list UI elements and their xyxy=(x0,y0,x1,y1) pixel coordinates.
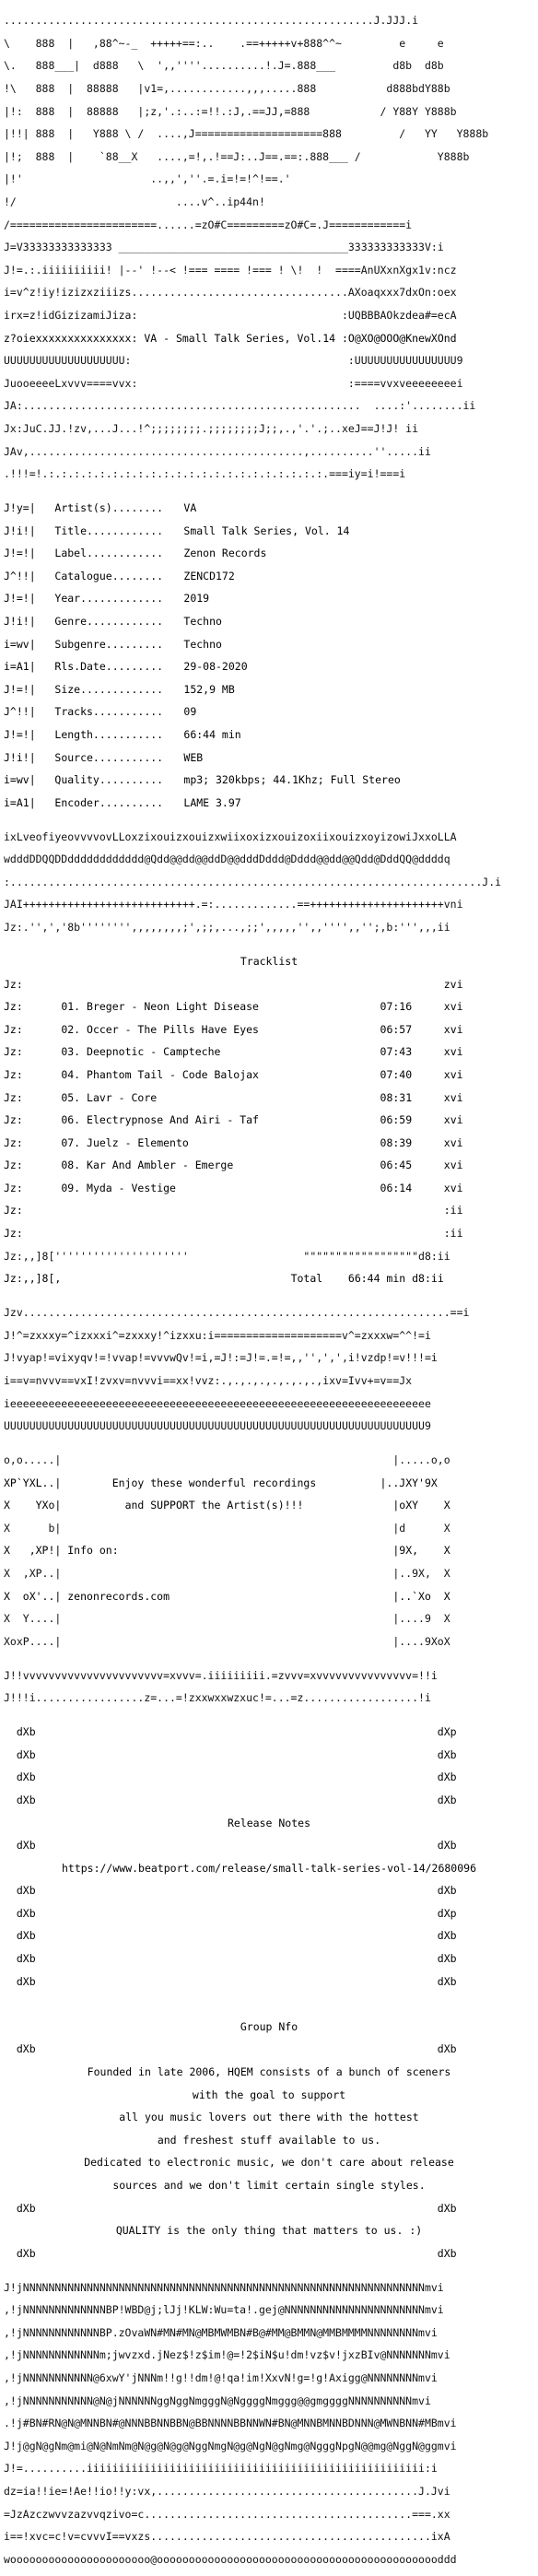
info-row: J!=!| Label............ Zenon Records xyxy=(4,547,267,560)
ascii-art-line: Jz:,,]8[''''''''''''''''''''' """"""""""""""""""d8:ii xyxy=(4,1249,450,1263)
info-value: VA xyxy=(183,501,197,515)
support-site: X oX'..| zenonrecords.com |..`Xo X xyxy=(4,1589,450,1603)
track-title: Phantom Tail - Code Balojax xyxy=(87,1067,259,1081)
ascii-art-line: \ 888 | ,88^~-_ +++++==:.. .==+++++v+888^^~ e e xyxy=(4,36,444,50)
info-value: Zenon Records xyxy=(183,547,267,560)
tracklist-heading: Tracklist xyxy=(240,954,298,968)
ascii-art-line: X ,XP..| |..9X, X xyxy=(4,1566,450,1580)
info-row: J!i!| Source........... WEB xyxy=(4,750,204,764)
dxb-line: dXb dXb xyxy=(4,1952,457,1966)
ascii-art-line: JA:..................................................... ....:'........ii xyxy=(4,399,476,413)
track-row: Jz: 04. Phantom Tail - Code Balojax 07:40 xvi xyxy=(4,1067,463,1081)
info-value: 2019 xyxy=(183,592,210,606)
ascii-art-line: ,!jNNNNNNNNNNN@N@jNNNNNNggNggNmgggN@NggggNmggg@@gmggggNNNNNNNNNNmvi xyxy=(4,2394,431,2407)
ascii-art-line: J!^=zxxxy=^izxxxi^=zxxxy!^izxxu:i====================v^=zxxxw=^^!=i xyxy=(4,1328,431,1342)
ascii-art-line: Jx:JuC.JJ.!zv,...J...!^;;;;;;;;.;;;;;;;;J;;,.,'.'.;..xeJ==J!J! ii xyxy=(4,421,419,435)
dxb-line: dXb dXb xyxy=(4,1974,457,1988)
track-row: Jz: 08. Kar And Ambler - Emerge 06:45 xvi xyxy=(4,1159,463,1172)
total-value: 66:44 min xyxy=(347,1272,406,1286)
site-link[interactable]: zenonrecords.com xyxy=(67,1589,170,1603)
support-line-1: Enjoy these wonderful recordings xyxy=(111,1476,317,1489)
track-number: 05. xyxy=(61,1090,81,1104)
info-key: Genre............ xyxy=(54,615,170,629)
spacer: Jz: zvi xyxy=(4,977,463,991)
info-value: 29-08-2020 xyxy=(183,660,248,674)
track-time: 06:14 xyxy=(380,1181,413,1194)
ascii-art-line: !/ ....v^..ip44n! xyxy=(4,195,265,209)
ascii-art-line: JAI+++++++++++++++++++++++++++.=:.............==+++++++++++++++++++++vni xyxy=(4,898,463,912)
support-box xyxy=(4,1443,534,1659)
ascii-art-line: J=V33333333333333 ____________________________________333333333333V:i xyxy=(4,241,444,254)
track-time: 08:31 xyxy=(380,1090,413,1104)
track-number: 08. xyxy=(61,1159,81,1172)
group-nfo-heading: Group Nfo xyxy=(240,2019,298,2033)
ascii-art-line: i=v^z!iy!izizxziiizs..................................AXoaqxxx7dxOn:oex xyxy=(4,286,457,300)
info-value: WEB xyxy=(183,750,204,764)
track-time: 07:43 xyxy=(380,1045,413,1059)
group-nfo-line: and freshest stuff available to us. xyxy=(157,2133,381,2147)
track-row: Jz: 02. Occer - The Pills Have Eyes 06:57 xvi xyxy=(4,1022,463,1036)
group-nfo-line: all you music lovers out there with the hottest xyxy=(119,2111,419,2124)
ascii-art-line: ieeeeeeeeeeeeeeeeeeeeeeeeeeeeeeeeeeeeeeeeeeeeeeeeeeeeeeeeeeeeeeeeee xyxy=(4,1396,431,1410)
info-label: Info on: xyxy=(67,1544,119,1558)
info-row: i=wv| Quality.......... mp3; 320kbps; 44.1Khz; Full Stereo xyxy=(4,773,401,787)
group-nfo-line: sources and we don't limit certain single styles. xyxy=(112,2179,426,2192)
ascii-art-line: ,!jNNNNNNNNNNNNBP.zOvaWN#MN#MN@MBMWMBN#B@#MM@BMMN@MMBMMMMNNNNNNNNmvi xyxy=(4,2325,438,2339)
info-key: Encoder.......... xyxy=(54,795,170,809)
info-row: J!y=| Artist(s)........ VA xyxy=(4,501,197,515)
ascii-art-line: ,!jNNNNNNNNNNNNm;jwvzxd.jNez$!z$im!@=!2$iN$u!dm!vz$v!jxzBIv@NNNNNNNmvi xyxy=(4,2348,450,2362)
info-row: i=A1| Encoder.......... LAME 3.97 xyxy=(4,795,241,809)
info-row: J!=!| Length........... 66:44 min xyxy=(4,728,241,741)
track-number: 04. xyxy=(61,1067,81,1081)
info-key: Source........... xyxy=(54,750,170,764)
dxb-line: dXb dXb xyxy=(4,1839,457,1853)
track-title: Electrypnose And Airi - Taf xyxy=(87,1113,259,1127)
track-number: 01. xyxy=(61,1000,81,1014)
info-key: Rls.Date......... xyxy=(54,660,170,674)
dxb-line: dXb dXb xyxy=(4,1884,457,1898)
ascii-art-line: ,!jNNNNNNNNNNNNNBP!WBD@j;lJj!KLW:Wu=ta!.gej@NNNNNNNNNNNNNNNNNNNNNNmvi xyxy=(4,2303,444,2317)
banner-title: VA - Small Talk Series, Vol.14 xyxy=(144,331,336,345)
ascii-art-line: ixLveofiyeovvvvovLLoxzixouizxouizxwiixoxizxouizoxiixouizxoyizowiJxxoLLA xyxy=(4,829,457,843)
track-number: 09. xyxy=(61,1181,81,1194)
support-line: XP`YXL..| Enjoy these wonderful recordings |..JXY'9X xyxy=(4,1476,438,1489)
info-value: Techno xyxy=(183,615,222,629)
group-nfo xyxy=(4,2010,534,2271)
ascii-art-line: Jz:.'',','8b'''''''',,,,,,,,;',;;,...,;;',,,,,'',,'''',,'';,b:''',,,ii xyxy=(4,921,450,935)
track-time: 08:39 xyxy=(380,1135,413,1149)
ascii-art-line: wdddDDQQDDdddddddddddd@Qdd@@dd@@ddD@@dddDddd@Dddd@@dd@@Qdd@DddQQ@ddddq xyxy=(4,853,450,866)
info-row: J^!!| Catalogue........ ZENCD172 xyxy=(4,569,235,582)
ascii-art-line: X Y....| |....9 X xyxy=(4,1612,450,1626)
track-number: 06. xyxy=(61,1113,81,1127)
dxb-line: dXb dXb xyxy=(4,1747,457,1761)
ascii-art-line: :..........................................................................J.i xyxy=(4,875,502,888)
info-row: J!i!| Genre............ Techno xyxy=(4,615,222,629)
info-key: Artist(s)........ xyxy=(54,501,170,515)
ascii-art-line: X b| |d X xyxy=(4,1521,450,1535)
total-label: Total xyxy=(290,1272,323,1286)
info-value: Small Talk Series, Vol. 14 xyxy=(183,523,350,537)
ascii-art-line: |!' ..,,',''.=.i=!=!^!==.' xyxy=(4,172,291,186)
spacer: Jz: :ii xyxy=(4,1204,463,1217)
info-value: Techno xyxy=(183,637,222,651)
info-row: J!=!| Size............. 152,9 MB xyxy=(4,682,235,696)
release-notes-heading: Release Notes xyxy=(227,1816,310,1829)
track-number: 07. xyxy=(61,1135,81,1149)
group-nfo-line: Dedicated to electronic music, we don't care about release xyxy=(84,2156,454,2170)
track-title: Occer - The Pills Have Eyes xyxy=(87,1022,259,1036)
dxb-line: dXb dXb xyxy=(4,2246,457,2260)
ascii-art-line: =JzAzczwvvzazvvqzivo=c..........................................===.xx xyxy=(4,2507,450,2521)
dxb-line: dXb dXb xyxy=(4,2042,457,2056)
ascii-art-line: |!: 888 | 88888 |;z,'.:..:=!!.:J,.==JJ,=888 / Y88Y Y888b xyxy=(4,104,457,118)
track-row: Jz: 06. Electrypnose And Airi - Taf 06:59 xvi xyxy=(4,1113,463,1127)
ascii-art-line: .!!!=!.:.:.:.:.:.:.:.:.:.:.:.:.:.:.:.:.:.:.:.:.:.:.===iy=i!===i xyxy=(4,467,406,481)
nfo-document xyxy=(4,4,534,2576)
ascii-art-line: o,o.....| |.....o,o xyxy=(4,1453,450,1466)
ascii-art-line: dz=ia!!ie=!Ae!!io!!y:vx,.........................................J.Jvi xyxy=(4,2485,450,2499)
ascii-art-line: UUUUUUUUUUUUUUUUUUU: :UUUUUUUUUUUUUUUU9 xyxy=(4,354,463,368)
ascii-art-line: i==v=nvvv==vxI!zvxv=nvvvi==xx!vvz:.,.,.,.,.,.,.,.,ixv=Ivv+=v==Jx xyxy=(4,1373,413,1387)
info-row: J!=!| Year............. 2019 xyxy=(4,592,210,606)
info-value: ZENCD172 xyxy=(183,569,235,582)
track-time: 07:40 xyxy=(380,1067,413,1081)
ascii-art-line: Jzv...................................................................==i xyxy=(4,1306,470,1320)
track-title: Lavr - Core xyxy=(87,1090,158,1104)
info-value: 152,9 MB xyxy=(183,682,235,696)
dxb-line: dXb dXb xyxy=(4,1929,457,1943)
ascii-art-line: J!=.:.iiiiiiiiii! |--' !--< !=== ==== !=== ! \! ! ====AnUXxnXgx1v:ncz xyxy=(4,263,457,276)
ascii-art-line: JuooeeeeLxvvv====vvx: :====vvxveeeeeeeei xyxy=(4,376,463,390)
track-time: 07:16 xyxy=(380,1000,413,1014)
track-number: 02. xyxy=(61,1022,81,1036)
dxb-line: dXb dXb xyxy=(4,2201,457,2215)
group-nfo-line: with the goal to support xyxy=(192,2088,346,2101)
info-key: Quality.......... xyxy=(54,773,170,787)
info-key: Length........... xyxy=(54,728,170,741)
info-value: 09 xyxy=(183,705,197,719)
spacer: Jz: :ii xyxy=(4,1227,463,1241)
ascii-art-line: JAv,...........................................,..........''.....ii xyxy=(4,444,431,458)
ascii-art-line: |!; 888 | `88__X ....,=!,.!==J:..J==.==:.888___ / Y888b xyxy=(4,149,470,163)
track-title: Juelz - Elemento xyxy=(87,1135,189,1149)
info-key: Size............. xyxy=(54,682,170,696)
info-row: J^!!| Tracks........... 09 xyxy=(4,705,197,719)
ascii-art-line: |!!| 888 | Y888 \ / ....,J====================888 / YY Y888b xyxy=(4,127,489,141)
group-nfo-line: QUALITY is the only thing that matters to us. :) xyxy=(115,2224,423,2238)
ascii-art-line: UUUUUUUUUUUUUUUUUUUUUUUUUUUUUUUUUUUUUUUUUUUUUUUUUUUUUUUUUUUUUUUUUU9 xyxy=(4,1419,431,1433)
info-value: 66:44 min xyxy=(183,728,241,741)
ascii-art-line: J!j@gN@gNm@mi@N@NmNm@N@g@N@g@NggNmgN@g@NgN@gNmg@NgggNpgN@@mg@NggN@ggmvi xyxy=(4,2439,457,2452)
info-row: i=A1| Rls.Date......... 29-08-2020 xyxy=(4,660,248,674)
info-key: Label............ xyxy=(54,547,170,560)
track-title: Breger - Neon Light Disease xyxy=(87,1000,259,1014)
ascii-art-line: J!jNNNNNNNNNNNNNNNNNNNNNNNNNNNNNNNNNNNNNNNNNNNNNNNNNNNNNNNNNNNNNNNmvi xyxy=(4,2280,444,2294)
info-key: Title............ xyxy=(54,523,170,537)
dxb-line: dXb dXp xyxy=(4,1725,457,1739)
ascii-art-line: !\ 888 | 88888 |v1=,............,,,.....888 d888bdY88b xyxy=(4,82,450,96)
info-row: i=wv| Subgenre......... Techno xyxy=(4,637,222,651)
dxb-line: dXb dXp xyxy=(4,1906,457,1920)
release-info xyxy=(4,491,534,820)
track-row: Jz: 09. Myda - Vestige 06:14 xvi xyxy=(4,1181,463,1194)
ascii-art-line: \. 888___| d888 \ ',,''''..........!.J=.888___ d8b d8b xyxy=(4,59,444,73)
release-notes xyxy=(4,1715,534,1998)
track-title: Myda - Vestige xyxy=(87,1181,176,1194)
ascii-art-line: i==!xvc=c!v=cvvvI==vxzs............................................ixA xyxy=(4,2530,450,2544)
dxb-line: dXb dXb xyxy=(4,1793,457,1806)
ascii-art-line: J!!vvvvvvvvvvvvvvvvvvvvvv=xvvv=.iiiiiiiii.=zvvv=xvvvvvvvvvvvvvvv=!!i xyxy=(4,1668,438,1682)
support-line: X YXo| and SUPPORT the Artist(s)!!! |oXY X xyxy=(4,1499,450,1512)
track-title: Deepnotic - Campteche xyxy=(87,1045,221,1059)
info-value: mp3; 320kbps; 44.1Khz; Full Stereo xyxy=(183,773,401,787)
tracklist-total: Jz:,,]8[, Total 66:44 min d8:ii xyxy=(4,1272,444,1286)
group-nfo-line: Founded in late 2006, HQEM consists of a bunch of sceners xyxy=(87,2065,451,2079)
track-time: 06:57 xyxy=(380,1022,413,1036)
info-row: J!i!| Title............ Small Talk Series, Vol. 14 xyxy=(4,523,350,537)
ascii-art-line: .!j#BN#RN@N@MNNBN#@NNNBBNNBBN@BBNNNNBBNNWN#BN@MNNBMNNBDNNN@MWNBNN#MBmvi xyxy=(4,2417,457,2430)
dxb-line: dXb dXb xyxy=(4,1770,457,1784)
info-key: Subgenre......... xyxy=(54,637,170,651)
info-value: LAME 3.97 xyxy=(183,795,241,809)
ascii-art-line: J!!!i.................z=...=!zxxwxxwzxuc!=...=z..................!i xyxy=(4,1691,431,1705)
ascii-art-line: irx=z!idGizizamiJiza: :UQBBBAOkzdea#=ecA xyxy=(4,309,457,323)
ascii-art-line: J!=..........iiiiiiiiiiiiiiiiiiiiiiiiiiiiiiiiiiiiiiiiiiiiiiiiiiiii:i xyxy=(4,2462,438,2476)
track-row: Jz: 01. Breger - Neon Light Disease 07:16 xvi xyxy=(4,1000,463,1014)
ascii-art-line: XoxP....| |....9XoX xyxy=(4,1634,450,1648)
track-row: Jz: 03. Deepnotic - Campteche 07:43 xvi xyxy=(4,1045,463,1059)
support-line-2: and SUPPORT the Artist(s)!!! xyxy=(124,1499,304,1512)
track-title: Kar And Ambler - Emerge xyxy=(87,1159,234,1172)
banner-title-line: z?oiexxxxxxxxxxxxxxx: VA - Small Talk Series, Vol.14 :O@XO@OOO@KnewXOnd xyxy=(4,331,457,345)
track-row: Jz: 07. Juelz - Elemento 08:39 xvi xyxy=(4,1135,463,1149)
info-key: Year............. xyxy=(54,592,170,606)
info-key: Catalogue........ xyxy=(54,569,170,582)
ascii-art-line: ..........................................................J.JJJ.i xyxy=(4,14,419,28)
support-info: X ,XP!| Info on: |9X, X xyxy=(4,1544,450,1558)
track-time: 06:59 xyxy=(380,1113,413,1127)
tracklist xyxy=(4,945,534,1296)
track-number: 03. xyxy=(61,1045,81,1059)
track-row: Jz: 05. Lavr - Core 08:31 xvi xyxy=(4,1090,463,1104)
ascii-art-line: woooooooooooooooooooooo@ooooooooooooooooooooooooooooooooooooooooooooddd xyxy=(4,2552,457,2566)
ascii-art-line: J!vyap!=vixyqv!=!vvap!=vvvwQv!=i,=J!:=J!=.=!=,,'',',',i!vzdp!=v!!!=i xyxy=(4,1351,438,1365)
ascii-art-line: ,!jNNNNNNNNNNN@6xwY'jNNNm!!g!!dm!@!qa!im!XxvN!g=!g!Axigg@NNNNNNNNmvi xyxy=(4,2371,438,2385)
info-key: Tracks........... xyxy=(54,705,170,719)
track-time: 06:45 xyxy=(380,1159,413,1172)
release-notes-url[interactable]: https://www.beatport.com/release/small-talk-series-vol-14/2680096 xyxy=(61,1861,477,1875)
ascii-art-line: /=======================......=zO#C=========zO#C=.J============i xyxy=(4,218,413,231)
